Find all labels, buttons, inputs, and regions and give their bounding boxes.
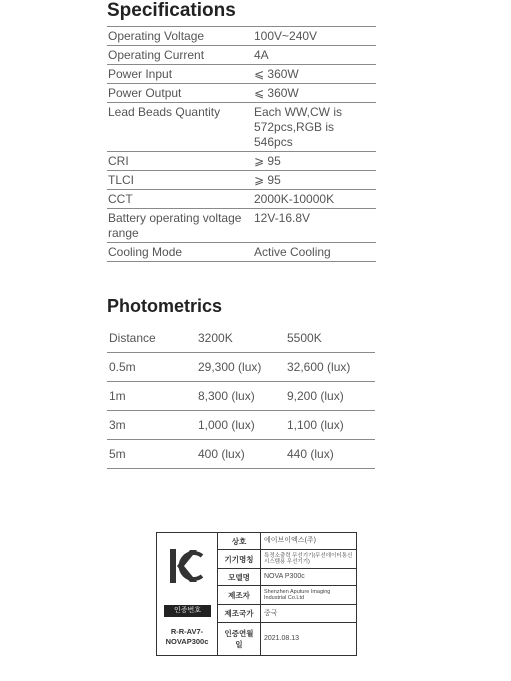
distance-cell: 3m (107, 411, 196, 440)
kc-field-label: 모델명 (218, 569, 261, 586)
spec-value: Each WW,CW is 572pcs,RGB is 546pcs (253, 103, 376, 152)
kc-field-value: 특정소출력 무선기기(무선데이터통신시스템용 무선기기) (261, 550, 357, 569)
spec-label: CRI (107, 152, 253, 171)
spec-value: ⩾ 95 (253, 152, 376, 171)
kc-field-value: 에이브이엑스(주) (261, 533, 357, 550)
table-row (107, 382, 375, 411)
spec-value: ⩽ 360W (253, 65, 376, 84)
spec-value: ⩾ 95 (253, 171, 376, 190)
lux-3200k-cell: 8,300 (lux) (196, 382, 285, 411)
kc-row (218, 586, 357, 605)
distance-cell: 1m (107, 382, 196, 411)
kc-field-value: 2021.08.13 (261, 622, 357, 655)
column-header: 5500K (285, 324, 375, 353)
column-header: Distance (107, 324, 196, 353)
lux-5500k-cell: 32,600 (lux) (285, 353, 375, 382)
spec-row (107, 84, 376, 103)
photometrics-title: Photometrics (107, 296, 223, 316)
photometrics-table (107, 324, 375, 469)
kc-field-value: 중국 (261, 605, 357, 622)
kc-field-label: 제조자 (218, 586, 261, 605)
kc-field-value: NOVA P300c (261, 569, 357, 586)
spec-label: Operating Voltage (107, 27, 253, 46)
spec-value: 100V~240V (253, 27, 376, 46)
kc-field-label: 인증연월일 (218, 622, 261, 655)
spec-label: Cooling Mode (107, 243, 253, 262)
spec-label: Battery operating voltage range (107, 209, 253, 243)
lux-3200k-cell: 1,000 (lux) (196, 411, 285, 440)
distance-cell: 5m (107, 440, 196, 469)
spec-row (107, 65, 376, 84)
lux-3200k-cell: 400 (lux) (196, 440, 285, 469)
kc-mark-icon (169, 547, 205, 587)
spec-row (107, 46, 376, 65)
certification-number-badge: 인증번호 (164, 605, 211, 617)
spec-value: Active Cooling (253, 243, 376, 262)
spec-label: Operating Current (107, 46, 253, 65)
kc-field-label: 제조국가 (218, 605, 261, 622)
kc-certification-label (156, 532, 357, 656)
spec-row (107, 243, 376, 262)
certification-code: R-R-AV7-NOVAP300c (165, 627, 209, 646)
spec-label: Lead Beads Quantity (107, 103, 253, 152)
table-row (107, 440, 375, 469)
spec-label: Power Output (107, 84, 253, 103)
spec-row (107, 152, 376, 171)
spec-label: TLCI (107, 171, 253, 190)
kc-row (218, 550, 357, 569)
spec-label: CCT (107, 190, 253, 209)
spec-row (107, 27, 376, 46)
specifications-table (107, 26, 376, 262)
spec-label: Power Input (107, 65, 253, 84)
kc-field-label: 기기명칭 (218, 550, 261, 569)
specifications-title: Specifications (107, 0, 236, 21)
lux-3200k-cell: 29,300 (lux) (196, 353, 285, 382)
kc-info-table (217, 533, 356, 655)
kc-row (218, 533, 357, 550)
photometrics-header-row (107, 324, 375, 353)
kc-field-value: Shenzhen Aputure Imaging Industrial Co.Ltd (261, 586, 357, 605)
kc-field-label: 상호 (218, 533, 261, 550)
spec-row (107, 209, 376, 243)
table-row (107, 353, 375, 382)
kc-row (218, 622, 357, 655)
distance-cell: 0.5m (107, 353, 196, 382)
spec-row (107, 171, 376, 190)
lux-5500k-cell: 9,200 (lux) (285, 382, 375, 411)
lux-5500k-cell: 1,100 (lux) (285, 411, 375, 440)
kc-mark-panel (157, 533, 217, 655)
table-row (107, 411, 375, 440)
spec-row (107, 103, 376, 152)
spec-value: 2000K-10000K (253, 190, 376, 209)
lux-5500k-cell: 440 (lux) (285, 440, 375, 469)
kc-row (218, 569, 357, 586)
spec-row (107, 190, 376, 209)
spec-value: 12V-16.8V (253, 209, 376, 243)
spec-value: ⩽ 360W (253, 84, 376, 103)
column-header: 3200K (196, 324, 285, 353)
kc-row (218, 605, 357, 622)
spec-value: 4A (253, 46, 376, 65)
